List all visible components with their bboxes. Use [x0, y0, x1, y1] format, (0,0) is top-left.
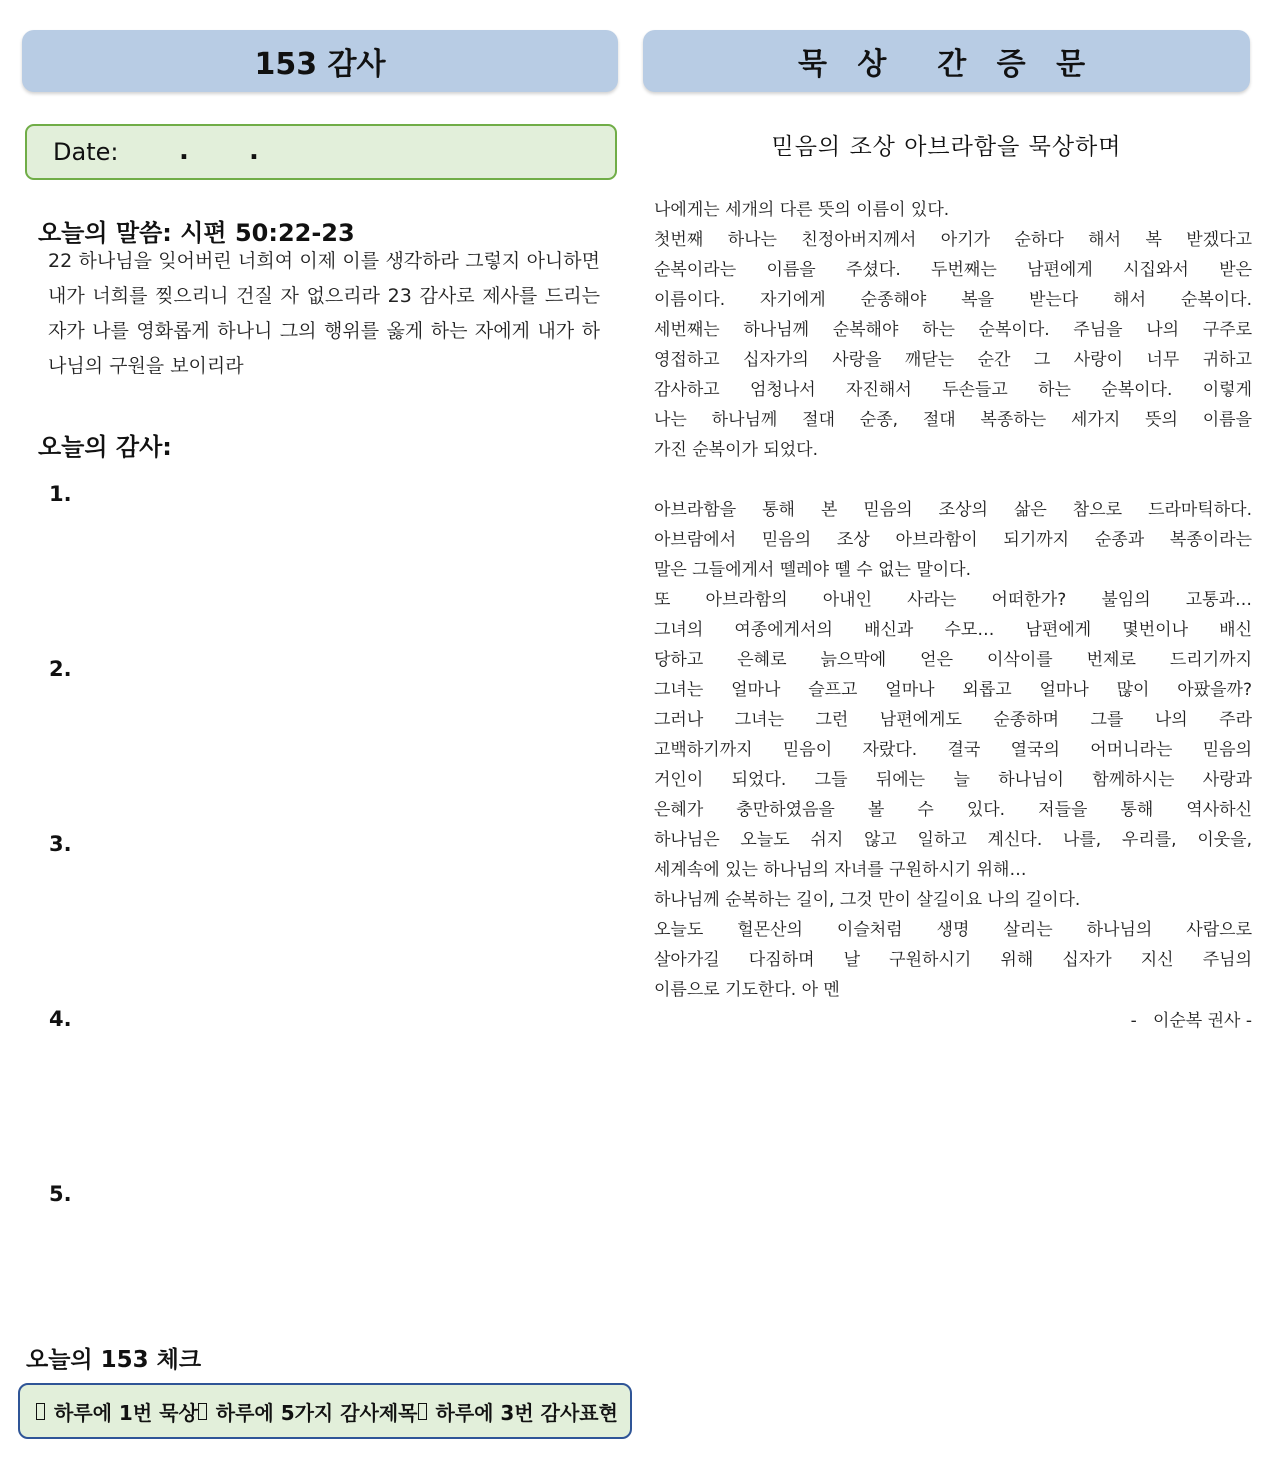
page-header-153-thanks [22, 30, 618, 92]
essay-title: 믿음의 조상 아브라함을 묵상하며 [771, 134, 1122, 160]
essay-line: 또 아브라함의 아내인 사라는 어떠한가? 불임의 고통과… [654, 590, 1252, 610]
verse-text: 22 하나님을 잊어버린 너희여 이제 이를 생각하라 그렇지 아니하면 내가 너희를 찢으리니 건질 자 없으리라 23 감사로 제사를 드리는 자가 나를 영화롭게 하나니 그의 행위를 옳게 하는 자에게 내가 하나님의 구원을 보이리라 [48, 250, 600, 377]
essay-line: 거인이 되었다. 그들 뒤에는 늘 하나님이 함께하시는 사랑과 [654, 770, 1252, 790]
essay-paragraph-2 [654, 495, 1252, 1005]
check-item-thanks-topics[interactable] [198, 1397, 418, 1426]
check-item-label: 하루에 1번 묵상 [54, 1400, 198, 1425]
essay-line: 당하고 은혜로 늙으막에 얻은 이삭이를 번제로 드리기까지 [654, 650, 1252, 670]
thanks-item-2[interactable]: 2. [49, 657, 72, 681]
header-title: 묵 상 간 증 문 [797, 47, 1096, 82]
essay-line: 순복이라는 이름을 주셨다. 두번째는 남편에게 시집와서 받은 [654, 260, 1252, 280]
check-item-label: 하루에 5가지 감사제목 [215, 1400, 418, 1425]
essay-body [654, 195, 1252, 1005]
essay-line: 살아가길 다짐하며 날 구원하시기 위해 십자가 지신 주님의 [654, 950, 1252, 970]
header-title: 153 감사 [254, 47, 386, 82]
thanks-item-5[interactable]: 5. [49, 1182, 72, 1206]
essay-line: 아브라함을 통해 본 믿음의 조상의 삶은 참으로 드라마틱하다. [654, 500, 1252, 520]
essay-line: 하나님께 순복하는 길이, 그것 만이 살길이요 나의 길이다. [654, 890, 1081, 910]
essay-line: 첫번째 하나는 친정아버지께서 아기가 순하다 해서 복 받겠다고 [654, 230, 1252, 250]
page-header-meditation [643, 30, 1250, 92]
thanks-title: 오늘의 감사: [38, 433, 172, 461]
essay-line: 영접하고 십자가의 사랑을 깨닫는 순간 그 사랑이 너무 귀하고 [654, 350, 1252, 370]
check-item-meditation[interactable] [36, 1397, 198, 1426]
checkbox-icon[interactable] [198, 1403, 207, 1420]
date-separator: . [249, 136, 259, 166]
essay-line: 세번째는 하나님께 순복해야 하는 순복이다. 주님을 나의 구주로 [654, 320, 1252, 340]
essay-line: 세계속에 있는 하나님의 자녀를 구원하시기 위해… [654, 860, 1027, 880]
essay-line: 하나님은 오늘도 쉬지 않고 일하고 계신다. 나를, 우리를, 이웃을, [654, 830, 1252, 850]
check-list [18, 1383, 632, 1439]
essay-line: 나는 하나님께 절대 순종, 절대 복종하는 세가지 뜻의 이름을 [654, 410, 1252, 430]
date-field[interactable] [25, 124, 617, 180]
checkbox-icon[interactable] [418, 1403, 427, 1420]
essay-line: 은혜가 충만하였음을 볼 수 있다. 저들을 통해 역사하신 [654, 800, 1252, 820]
essay-line: 그녀의 여종에게서의 배신과 수모… 남편에게 몇번이나 배신 [654, 620, 1252, 640]
essay-paragraph-1 [654, 195, 1252, 465]
thanks-item-3[interactable]: 3. [49, 832, 72, 856]
essay-author: - 이순복 권사 - [1130, 1011, 1252, 1031]
thanks-item-4[interactable]: 4. [49, 1007, 72, 1031]
essay-line: 이름이다. 자기에게 순종해야 복을 받는다 해서 순복이다. [654, 290, 1252, 310]
verse-title: 오늘의 말씀: 시편 50:22-23 [38, 219, 355, 247]
date-separator: . [179, 136, 189, 166]
check-title: 오늘의 153 체크 [26, 1347, 202, 1373]
thanks-item-1[interactable]: 1. [49, 482, 72, 506]
checkbox-icon[interactable] [36, 1403, 45, 1420]
date-label: Date: [53, 138, 119, 166]
essay-line: 오늘도 헐몬산의 이슬처럼 생명 살리는 하나님의 사람으로 [654, 920, 1252, 940]
essay-line: 가진 순복이가 되었다. [654, 440, 819, 460]
essay-line: 나에게는 세개의 다른 뜻의 이름이 있다. [654, 200, 950, 220]
essay-line: 이름으로 기도한다. 아 멘 [654, 980, 840, 1000]
essay-line: 감사하고 엄청나서 자진해서 두손들고 하는 순복이다. 이렇게 [654, 380, 1252, 400]
check-item-label: 하루에 3번 감사표현 [435, 1400, 618, 1425]
essay-line: 그러나 그녀는 그런 남편에게도 순종하며 그를 나의 주라 [654, 710, 1252, 730]
check-item-thanks-expression[interactable] [418, 1397, 618, 1426]
essay-line: 아브람에서 믿음의 조상 아브라함이 되기까지 순종과 복종이라는 [654, 530, 1252, 550]
essay-line: 그녀는 얼마나 슬프고 얼마나 외롭고 얼마나 많이 아팠을까? [654, 680, 1252, 700]
essay-line: 말은 그들에게서 뗄레야 뗄 수 없는 말이다. [654, 560, 972, 580]
essay-line: 고백하기까지 믿음이 자랐다. 결국 열국의 어머니라는 믿음의 [654, 740, 1252, 760]
paragraph-gap [654, 465, 1252, 495]
